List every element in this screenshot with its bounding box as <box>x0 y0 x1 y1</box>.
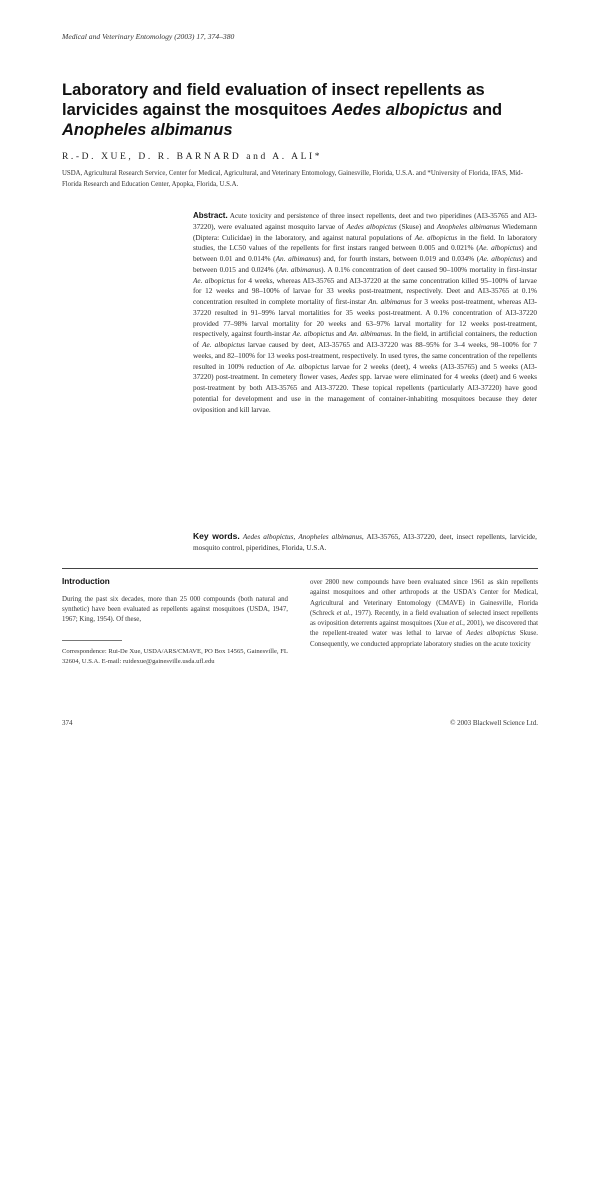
keywords-body <box>193 533 537 552</box>
text-run: , 1977). Recently, in a field evaluation of selected insect repellents as oviposition deterrents against mosquitoes (Xue <box>310 609 539 628</box>
text-run: for 3 weeks post-treatment, whereas AI3-37220 resulted in 91–99% larval mortalities for 35 weeks post-treatment. A 0.1% concentration of AI3-37220 provided 77–98% larval mortality for 20 weeks and 63–97% larval mortality for 12 weeks post-treatment, respectively, against fourth-instar <box>193 298 538 339</box>
text-run: Wiedemann (Diptera: Culicidae) in the laboratory, and against natural populations of <box>193 222 537 242</box>
running-head: Medical and Veterinary Entomology (2003) 17, 374–380 <box>62 32 235 41</box>
italic-term: An. albimanus <box>348 330 391 339</box>
text-run: ) and between 0.01 and 0.014% ( <box>193 244 537 263</box>
text-run: and <box>334 330 349 339</box>
text-run: larvae caused by deet, AI3-35765 and AI3-37220 was 88–95% for 3–4 weeks, 98–100% for 7 weeks, and 82–100% for 13 weeks post-treatment, respectively. In used tyres, the same concentration of the repellents resulted in 100% reduction of <box>193 341 537 371</box>
italic-term: et al. <box>336 609 351 617</box>
introduction-right-column <box>310 578 538 650</box>
page-number: 374 <box>62 719 73 727</box>
author-affiliation: USDA, Agricultural Research Service, Center for Medical, Agricultural, and Veterinary Entomology, Gainesville, Florida, U.S.A. and *University of Florida, IFAS, Mid-Florida Research and Education Center, Apopka, Florida, U.S.A. <box>62 170 523 189</box>
author-list: R.-D. XUE, D. R. BARNARD and A. ALI* <box>62 152 323 162</box>
text-run: for 4 weeks, whereas AI3-35765 and AI3-37220 at the same concentration killed 95–100% of larvae for 12 weeks and 98–100% of larvae for 33 weeks post-treatment, respectively. Deet and AI3-35765 at 0.1% concentration resulted in complete mortality of first-instar <box>193 276 537 306</box>
italic-term: Aedes albopictus <box>466 630 516 638</box>
italic-term: Ae. albopictus <box>202 341 245 349</box>
title-species-aedes: Aedes albopictus <box>331 101 469 119</box>
text-run: ) and, for fourth instars, between 0.019 and 0.034% ( <box>318 255 480 263</box>
abstract <box>193 211 537 415</box>
italic-term: Ae. albopictus <box>479 255 522 263</box>
correspondence-footnote: Correspondence: Rui-De Xue, USDA/ARS/CMAVE, PO Box 14565, Gainesville, FL 32604, U.S.A. E-mail: ruidexue@gainesville.usda.ufl.edu <box>62 648 288 666</box>
text-run: Acute toxicity and persistence of three insect repellents, deet and two piperidines (AI3-35765 and AI3-37220), were evaluated against mosquito larvae of <box>193 212 537 231</box>
italic-term: et al. <box>449 620 464 628</box>
text-run: (Skuse) and <box>396 222 437 231</box>
text-run: , AI3-35765, AI3-37220, deet, insect repellents, larvicide, mosquito control, piperidines, Florida, U.S.A. <box>193 533 537 552</box>
abstract-label: Abstract. <box>193 211 228 220</box>
title-conjunction: and <box>468 101 503 119</box>
italic-term: An. albimanus <box>275 255 319 263</box>
copyright-notice: © 2003 Blackwell Science Ltd. <box>450 719 538 727</box>
introduction-left-column: During the past six decades, more than 25 000 compounds (both natural and synthetic) have been evaluated as repellents against mosquitoes (USDA, 1947, 1967; King, 1954). Of these, <box>62 596 288 624</box>
italic-term: Ae. albopictus <box>292 330 335 339</box>
introduction-heading: Introduction <box>62 577 110 586</box>
text-run: spp. larvae were eliminated for 4 weeks (deet) and 6 weeks post-treatment by both AI3-35765 and AI3-37220. These topical repellents (particularly AI3-37220) have good potential for development and use in the management of container-inhabiting mosquitoes because they deter oviposition and kill larvae. <box>193 373 537 414</box>
text-run: over 2800 new compounds have been evaluated since 1961 as skin repellents against mosquitoes and other arthropods at the USDA's Center for Medical, Agricultural and Veterinary Entomology (CMAVE) in Gainesville, Florida (Schreck <box>310 579 538 617</box>
title-text: Laboratory and field evaluation of insect repellents as larvicides against the mosquitoes <box>62 81 485 119</box>
italic-term: Ae. albopictus <box>478 244 522 253</box>
footnote-divider <box>62 640 122 641</box>
italic-term: Ae. albopictus <box>193 276 236 285</box>
text-run: larvae for 2 weeks (deet), 4 weeks (AI3-35765) and 5 weeks (AI3-37220) post-treatment. In cemetery flower vases, <box>193 362 537 382</box>
italic-term: Ae. albopictus <box>414 233 458 242</box>
text-run: , 2001), we discovered that the repellent-treated water was lethal to larvae of <box>310 620 538 638</box>
italic-term: Aedes <box>340 373 358 382</box>
abstract-body <box>193 212 537 414</box>
article-title <box>62 80 532 140</box>
italic-term: Aedes albopictus, Anopheles albimanus <box>242 533 362 541</box>
title-species-anopheles: Anopheles albimanus <box>62 121 233 139</box>
text-run: in the field. In laboratory studies, the LC50 values of the repellents for first instars ranged between 0.005 and 0.021% ( <box>193 233 538 253</box>
keywords <box>193 531 537 554</box>
italic-term: Ae. albopictus <box>286 362 329 371</box>
text-run: ). A 0.1% concentration of deet caused 90–100% mortality in first-instar <box>321 265 538 274</box>
text-run: Skuse. Consequently, we conducted appropriate laboratory studies on the acute toxicity <box>310 630 538 648</box>
italic-term: Aedes albopictus <box>346 222 397 231</box>
italic-term: Anopheles albimanus <box>436 222 500 231</box>
italic-term: An. albimanus <box>278 265 322 274</box>
section-divider <box>62 568 538 569</box>
italic-term: An. albimanus <box>368 298 411 306</box>
keywords-label: Key words. <box>193 531 240 541</box>
text-run: . In the field, in artificial containers, the reduction of <box>193 330 538 349</box>
text-run: ) and between 0.015 and 0.024% ( <box>193 255 538 274</box>
